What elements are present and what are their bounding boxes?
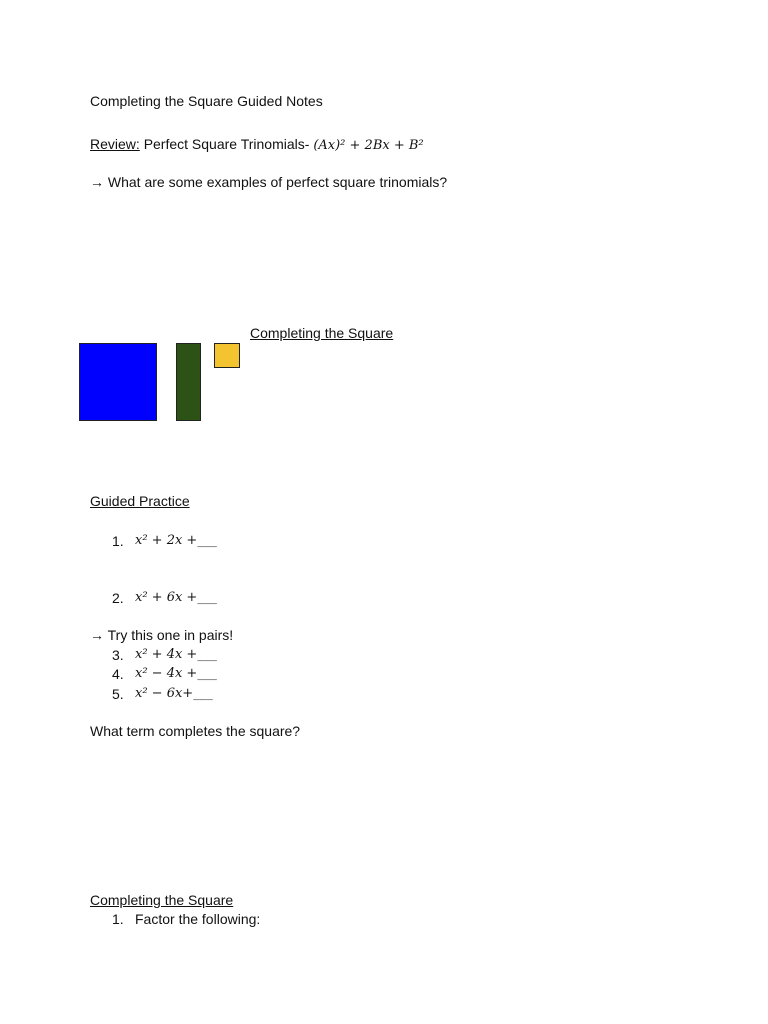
pairs-prompt: → Try this one in pairs! [90, 627, 234, 643]
item-text: Factor the following: [135, 911, 261, 927]
x-squared-tile [79, 343, 157, 421]
guided-item-1 [0, 533, 400, 553]
item-number: 3. [112, 647, 124, 663]
doc-title: Completing the Square Guided Notes [90, 93, 323, 109]
review-formula: (Ax)² + 2Bx + B² [313, 138, 424, 153]
unit-tile [214, 343, 240, 368]
item-expression: x² − 6x+___ [135, 686, 213, 701]
x-tile [176, 343, 201, 421]
item-number: 5. [112, 686, 124, 702]
question-examples: → What are some examples of perfect square trinomials? [90, 174, 448, 190]
review-line [90, 136, 424, 153]
review-text: Perfect Square Trinomials- [143, 136, 310, 152]
section2-heading: Completing the Square [90, 892, 234, 908]
section-completing-heading: Completing the Square [250, 325, 394, 341]
guided-practice-heading: Guided Practice [90, 493, 190, 509]
item-number: 1. [112, 911, 124, 927]
item-expression: x² − 4x +___ [135, 666, 217, 681]
question-term: What term completes the square? [90, 723, 301, 739]
item-number: 4. [112, 666, 124, 682]
guided-item-3 [0, 647, 400, 667]
item-expression: x² + 4x +___ [135, 647, 217, 662]
review-label: Review: [90, 136, 140, 152]
item-number: 2. [112, 590, 124, 606]
item-expression: x² + 6x +___ [135, 590, 217, 605]
guided-item-5 [0, 686, 400, 706]
guided-item-4 [0, 666, 400, 686]
item-number: 1. [112, 533, 124, 549]
item-expression: x² + 2x +___ [135, 533, 217, 548]
section2-item-1 [0, 911, 400, 931]
guided-item-2 [0, 590, 400, 610]
